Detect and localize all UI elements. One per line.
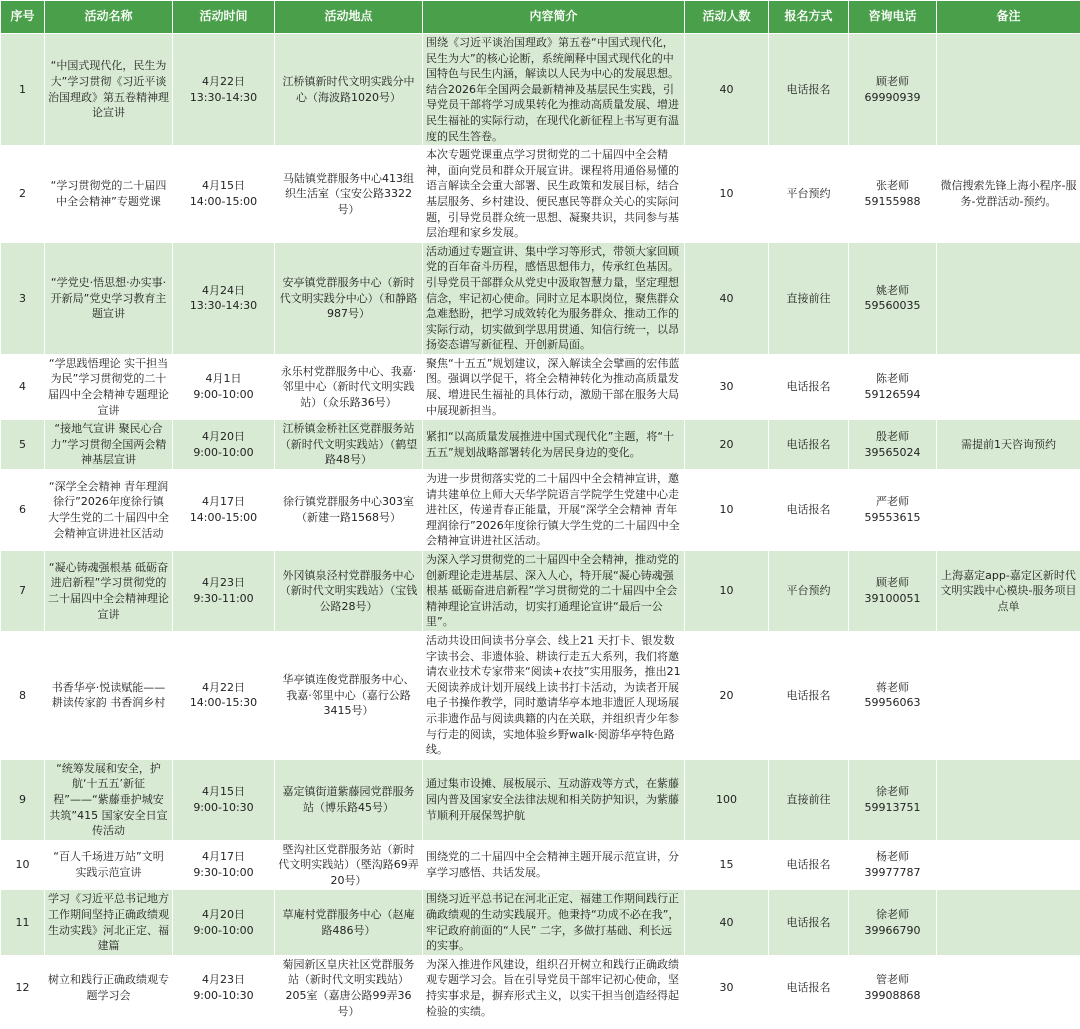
cell-time-range: 14:00-15:00 bbox=[189, 194, 258, 208]
cell-people: 10 bbox=[685, 146, 769, 243]
cell-signup: 电话报名 bbox=[769, 34, 849, 146]
cell-signup: 电话报名 bbox=[769, 420, 849, 470]
cell-phone bbox=[849, 242, 937, 354]
table-row bbox=[1, 551, 1080, 632]
cell-tel: 59553615 bbox=[864, 511, 921, 525]
cell-time-range: 14:00-15:30 bbox=[189, 696, 258, 710]
cell-people: 20 bbox=[685, 631, 769, 759]
cell-desc: 通过集市设摊、展板展示、互动游戏等方式，在紫藤园内普及国家安全法律法规和相关防护知识，为紫藤节顺利开展保驾护航 bbox=[423, 759, 685, 840]
header-phone: 咨询电话 bbox=[849, 1, 937, 34]
cell-time-range: 9:30-11:00 bbox=[193, 591, 254, 605]
cell-location: 马陆镇党群服务中心413组织生活室（宝安公路3322号） bbox=[275, 146, 423, 243]
header-name: 活动名称 bbox=[45, 1, 173, 34]
table-row bbox=[1, 146, 1080, 243]
table-body bbox=[1, 34, 1080, 1021]
cell-desc: 围绕《习近平谈治国理政》第五卷“中国式现代化，民生为大”的核心论断，系统阐释中国式现代化的中国特色与民生内涵，解读以人民为中心的发展思想。结合2026年全国两会最新精神及基层民生实践，引导党员干部将学习成果转化为推动高质量发展、增进民生福祉的实际行动，在现代化新征程上书写更有温度的民生答卷。 bbox=[423, 34, 685, 146]
cell-signup: 电话报名 bbox=[769, 470, 849, 551]
cell-index: 7 bbox=[1, 551, 45, 632]
cell-note: 需提前1天咨询预约 bbox=[937, 420, 1080, 470]
table-row bbox=[1, 470, 1080, 551]
cell-tel: 39966790 bbox=[864, 923, 921, 937]
cell-name: 学习《习近平总书记地方工作期间坚持正确政绩观生动实践》河北正定、福建篇 bbox=[45, 890, 173, 955]
cell-index: 3 bbox=[1, 242, 45, 354]
cell-time bbox=[173, 420, 275, 470]
cell-signup: 电话报名 bbox=[769, 840, 849, 890]
cell-tel: 59155988 bbox=[864, 194, 921, 208]
cell-name: “中国式现代化，民生为大”学习贯彻《习近平谈治国理政》第五卷精神理论宣讲 bbox=[45, 34, 173, 146]
header-index: 序号 bbox=[1, 1, 45, 34]
cell-note bbox=[937, 34, 1080, 146]
cell-date: 4月23日 bbox=[202, 576, 245, 590]
cell-tel: 39100051 bbox=[864, 591, 921, 605]
cell-phone bbox=[849, 631, 937, 759]
cell-signup: 电话报名 bbox=[769, 631, 849, 759]
cell-desc: 紧扣“以高质量发展推进中国式现代化”主题，将“十五五”规划战略部署转化为居民身边的变化。 bbox=[423, 420, 685, 470]
cell-time bbox=[173, 551, 275, 632]
cell-name: “接地气宣讲 聚民心合力”学习贯彻全国两会精神基层宣讲 bbox=[45, 420, 173, 470]
cell-index: 9 bbox=[1, 759, 45, 840]
cell-time bbox=[173, 354, 275, 419]
cell-note bbox=[937, 840, 1080, 890]
cell-index: 10 bbox=[1, 840, 45, 890]
cell-index: 12 bbox=[1, 955, 45, 1020]
cell-name: “统筹发展和安全，护航‘十五五’新征程”——“紫藤垂护城安共筑”415 国家安全日宣传活动 bbox=[45, 759, 173, 840]
cell-phone bbox=[849, 890, 937, 955]
cell-phone bbox=[849, 759, 937, 840]
cell-contact: 陈老师 bbox=[876, 372, 909, 386]
cell-time-range: 9:00-10:00 bbox=[193, 445, 254, 459]
cell-index: 5 bbox=[1, 420, 45, 470]
cell-contact: 管老师 bbox=[876, 973, 909, 987]
cell-phone bbox=[849, 354, 937, 419]
cell-index: 6 bbox=[1, 470, 45, 551]
cell-note bbox=[937, 470, 1080, 551]
header-row bbox=[1, 1, 1080, 34]
header-time: 活动时间 bbox=[173, 1, 275, 34]
table-row bbox=[1, 631, 1080, 759]
table-header bbox=[1, 1, 1080, 34]
cell-note: 上海嘉定app-嘉定区新时代文明实践中心模块-服务项目点单 bbox=[937, 551, 1080, 632]
cell-people: 30 bbox=[685, 955, 769, 1020]
cell-note bbox=[937, 955, 1080, 1020]
cell-location: 徐行镇党群服务中心303室（新建一路1568号） bbox=[275, 470, 423, 551]
cell-name: “学党史·悟思想·办实事·开新局”党史学习教育主题宣讲 bbox=[45, 242, 173, 354]
cell-date: 4月20日 bbox=[202, 430, 245, 444]
table-row bbox=[1, 34, 1080, 146]
cell-date: 4月24日 bbox=[202, 283, 245, 297]
cell-signup: 直接前往 bbox=[769, 242, 849, 354]
cell-people: 30 bbox=[685, 354, 769, 419]
cell-time bbox=[173, 242, 275, 354]
cell-name: “深学全会精神 青年理润徐行”2026年度徐行镇大学生党的二十届四中全会精神宣讲进社区活动 bbox=[45, 470, 173, 551]
cell-contact: 蒋老师 bbox=[876, 680, 909, 694]
cell-people: 40 bbox=[685, 890, 769, 955]
header-people: 活动人数 bbox=[685, 1, 769, 34]
cell-phone bbox=[849, 146, 937, 243]
cell-time bbox=[173, 470, 275, 551]
cell-phone bbox=[849, 34, 937, 146]
cell-desc: 为进一步贯彻落实党的二十届四中全会精神宣讲，邀请共建单位上师大天华学院语言学院学生党建中心走进社区，传递青春正能量，开展“深学全会精神 青年理润徐行”2026年度徐行镇大学生党的二十届四中全会精神宣讲进社区活动。 bbox=[423, 470, 685, 551]
cell-contact: 张老师 bbox=[876, 179, 909, 193]
cell-people: 10 bbox=[685, 470, 769, 551]
cell-people: 100 bbox=[685, 759, 769, 840]
cell-name: “学思践悟理论 实干担当为民”学习贯彻党的二十届四中全会精神专题理论宣讲 bbox=[45, 354, 173, 419]
cell-signup: 平台预约 bbox=[769, 551, 849, 632]
cell-signup: 电话报名 bbox=[769, 890, 849, 955]
cell-tel: 39565024 bbox=[864, 445, 921, 459]
cell-desc: 为深入推进作风建设，组织召开树立和践行正确政绩观专题学习会。旨在引导党员干部牢记初心使命，坚持实事求是，摒弃形式主义，以实干担当创造经得起检验的实绩。 bbox=[423, 955, 685, 1020]
cell-note: 微信搜索先锋上海小程序-服务-党群活动-预约。 bbox=[937, 146, 1080, 243]
cell-index: 2 bbox=[1, 146, 45, 243]
cell-time bbox=[173, 759, 275, 840]
cell-date: 4月17日 bbox=[202, 850, 245, 864]
table-row bbox=[1, 890, 1080, 955]
cell-signup: 直接前往 bbox=[769, 759, 849, 840]
cell-tel: 39977787 bbox=[864, 866, 921, 880]
cell-contact: 徐老师 bbox=[876, 785, 909, 799]
cell-location: 江桥镇新时代文明实践分中心（海波路1020号） bbox=[275, 34, 423, 146]
cell-time bbox=[173, 890, 275, 955]
cell-note bbox=[937, 354, 1080, 419]
header-signup: 报名方式 bbox=[769, 1, 849, 34]
cell-index: 11 bbox=[1, 890, 45, 955]
table-row bbox=[1, 759, 1080, 840]
cell-name: 书香华亭·悦读赋能——耕读传家韵 书香润乡村 bbox=[45, 631, 173, 759]
cell-phone bbox=[849, 420, 937, 470]
cell-date: 4月20日 bbox=[202, 908, 245, 922]
cell-note bbox=[937, 759, 1080, 840]
cell-index: 1 bbox=[1, 34, 45, 146]
cell-contact: 杨老师 bbox=[876, 850, 909, 864]
cell-contact: 严老师 bbox=[876, 495, 909, 509]
cell-location: 永乐村党群服务中心、我嘉·邻里中心（新时代文明实践站）（众乐路36号） bbox=[275, 354, 423, 419]
cell-location: 嘉定镇街道紫藤园党群服务站（博乐路45号） bbox=[275, 759, 423, 840]
cell-location: 江桥镇金桥社区党群服务站（新时代文明实践站）（鹤望路48号） bbox=[275, 420, 423, 470]
cell-name: “学习贯彻党的二十届四中全会精神”专题党课 bbox=[45, 146, 173, 243]
cell-contact: 姚老师 bbox=[876, 283, 909, 297]
cell-time-range: 9:00-10:00 bbox=[193, 388, 254, 402]
cell-tel: 59913751 bbox=[864, 800, 921, 814]
cell-phone bbox=[849, 551, 937, 632]
cell-desc: 围绕习近平总书记在河北正定、福建工作期间践行正确政绩观的生动实践展开。他秉持“功成不必在我”，牢记政府前面的“人民” 二字，多做打基础、利长远的实事。 bbox=[423, 890, 685, 955]
cell-desc: 为深入学习贯彻党的二十届四中全会精神，推动党的创新理论走进基层、深入人心，特开展“凝心铸魂强根基 砥砺奋进启新程”学习贯彻党的二十届四中全会精神理论宣讲活动，切实打通理论宣讲“最后一公里”。 bbox=[423, 551, 685, 632]
cell-name: 树立和践行正确政绩观专题学习会 bbox=[45, 955, 173, 1020]
header-note: 备注 bbox=[937, 1, 1080, 34]
cell-time-range: 13:30-14:30 bbox=[189, 299, 258, 313]
cell-date: 4月23日 bbox=[202, 973, 245, 987]
cell-location: 塈沟社区党群服务站（新时代文明实践站）（塈沟路69弄20号） bbox=[275, 840, 423, 890]
cell-phone bbox=[849, 840, 937, 890]
cell-time bbox=[173, 840, 275, 890]
cell-location: 外冈镇泉泾村党群服务中心（新时代文明实践站）（宝钱公路28号） bbox=[275, 551, 423, 632]
cell-location: 菊园新区皇庆社区党群服务站（新时代文明实践站）205室（嘉唐公路99弄36号） bbox=[275, 955, 423, 1020]
cell-contact: 顾老师 bbox=[876, 74, 909, 88]
cell-index: 8 bbox=[1, 631, 45, 759]
cell-date: 4月22日 bbox=[202, 74, 245, 88]
cell-signup: 平台预约 bbox=[769, 146, 849, 243]
cell-tel: 69990939 bbox=[864, 90, 921, 104]
cell-phone bbox=[849, 955, 937, 1020]
cell-people: 15 bbox=[685, 840, 769, 890]
cell-time bbox=[173, 955, 275, 1020]
cell-note bbox=[937, 242, 1080, 354]
cell-tel: 59560035 bbox=[864, 299, 921, 313]
table-row bbox=[1, 420, 1080, 470]
cell-tel: 39908868 bbox=[864, 989, 921, 1003]
cell-date: 4月15日 bbox=[202, 785, 245, 799]
cell-contact: 殷老师 bbox=[876, 430, 909, 444]
cell-name: “凝心铸魂强根基 砥砺奋进启新程”学习贯彻党的二十届四中全会精神理论宣讲 bbox=[45, 551, 173, 632]
cell-location: 华亭镇连俊党群服务中心、我嘉·邻里中心（嘉行公路3415号） bbox=[275, 631, 423, 759]
cell-desc: 聚焦“十五五”规划建议，深入解读全会擘画的宏伟蓝图。强调以学促干，将全会精神转化为推动高质量发展、增进民生福祉的具体行动，激励干部在服务大局中展现新担当。 bbox=[423, 354, 685, 419]
cell-time-range: 13:30-14:30 bbox=[189, 90, 258, 104]
cell-desc: 围绕党的二十届四中全会精神主题开展示范宣讲，分享学习感悟、共话发展。 bbox=[423, 840, 685, 890]
cell-contact: 顾老师 bbox=[876, 576, 909, 590]
table-row bbox=[1, 242, 1080, 354]
cell-contact: 徐老师 bbox=[876, 908, 909, 922]
cell-desc: 本次专题党课重点学习贯彻党的二十届四中全会精神，面向党员和群众开展宣讲。课程将用通俗易懂的语言解读全会重大部署、民生政策和发展目标，结合基层服务、乡村建设、便民惠民等群众关心的实际问题，引导党员群众统一思想、凝聚共识，共同参与基层治理和家乡发展。 bbox=[423, 146, 685, 243]
cell-people: 20 bbox=[685, 420, 769, 470]
cell-date: 4月22日 bbox=[202, 680, 245, 694]
cell-note bbox=[937, 890, 1080, 955]
cell-date: 4月1日 bbox=[205, 372, 242, 386]
cell-time-range: 14:00-15:00 bbox=[189, 511, 258, 525]
cell-tel: 59126594 bbox=[864, 388, 921, 402]
cell-time-range: 9:00-10:30 bbox=[193, 989, 254, 1003]
table-row bbox=[1, 354, 1080, 419]
cell-index: 4 bbox=[1, 354, 45, 419]
cell-people: 40 bbox=[685, 242, 769, 354]
cell-date: 4月17日 bbox=[202, 495, 245, 509]
cell-time-range: 9:00-10:30 bbox=[193, 800, 254, 814]
header-location: 活动地点 bbox=[275, 1, 423, 34]
cell-people: 10 bbox=[685, 551, 769, 632]
cell-note bbox=[937, 631, 1080, 759]
cell-time-range: 9:30-10:00 bbox=[193, 866, 254, 880]
cell-people: 40 bbox=[685, 34, 769, 146]
cell-desc: 活动通过专题宣讲、集中学习等形式，带领大家回顾党的百年奋斗历程，感悟思想伟力，传承红色基因。引导党员干部群众从党史中汲取智慧力量，坚定理想信念，牢记初心使命。同时立足本职岗位，聚焦群众急难愁盼，把学习成效转化为服务群众、推动工作的实际行动，切实做到学思用贯通、知信行统一，以昂扬姿态谱写新征程、开创新局面。 bbox=[423, 242, 685, 354]
cell-location: 草庵村党群服务中心（赵庵路486号） bbox=[275, 890, 423, 955]
cell-signup: 电话报名 bbox=[769, 354, 849, 419]
cell-time bbox=[173, 34, 275, 146]
cell-name: “百人千场进万站”文明实践示范宣讲 bbox=[45, 840, 173, 890]
cell-time bbox=[173, 146, 275, 243]
cell-signup: 电话报名 bbox=[769, 955, 849, 1020]
cell-desc: 活动共设田间读书分享会、线上21 天打卡、银发数字读书会、非遗体验、耕读行走五大系列，我们将邀请农业技术专家带来“阅读+农技”实用服务，推出21天阅读养成计划开展线上读书打卡活动，为读者开展电子书操作教学，同时邀请华亭本地非遗匠人现场展示非遗作品与阅读典籍的内在关联，并组织青少年参与行走的阅读，实地体验乡野walk·阅游华亭特色路线。 bbox=[423, 631, 685, 759]
table-row bbox=[1, 955, 1080, 1020]
cell-date: 4月15日 bbox=[202, 179, 245, 193]
header-desc: 内容简介 bbox=[423, 1, 685, 34]
table-row bbox=[1, 840, 1080, 890]
cell-time-range: 9:00-10:00 bbox=[193, 923, 254, 937]
cell-tel: 59956063 bbox=[864, 696, 921, 710]
cell-phone bbox=[849, 470, 937, 551]
cell-location: 安亭镇党群服务中心（新时代文明实践分中心）（和静路987号） bbox=[275, 242, 423, 354]
cell-time bbox=[173, 631, 275, 759]
